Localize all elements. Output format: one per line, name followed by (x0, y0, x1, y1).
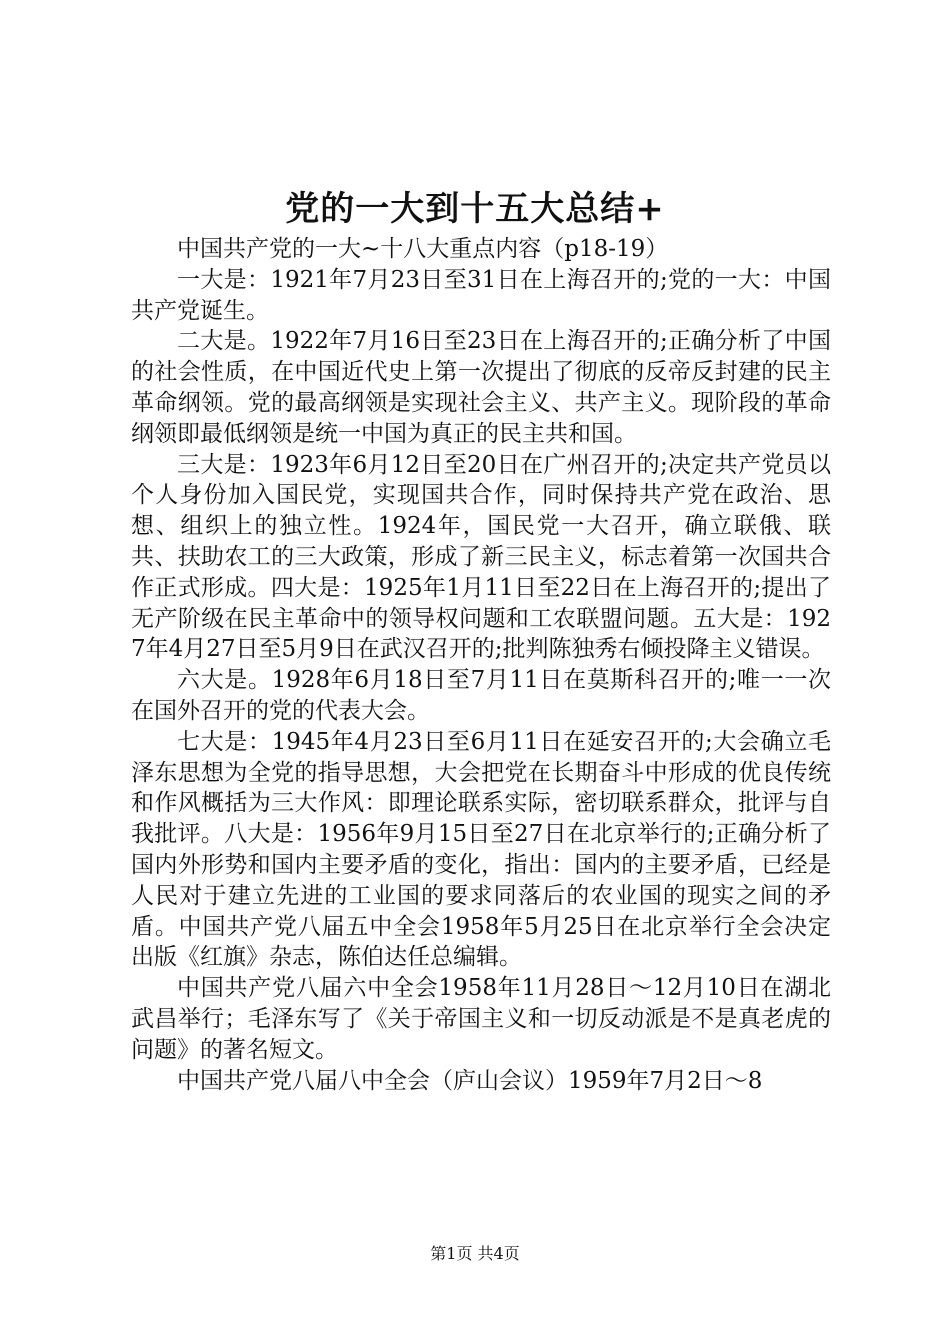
paragraph-sixth-congress: 六大是。1928年6月18日至7月11日在莫斯科召开的;唯一一次在国外召开的党的代表大会。 (131, 667, 831, 724)
paragraph-seventh-eighth-congress: 七大是：1945年4月23日至6月11日在延安召开的;大会确立毛泽东思想为全党的指导思想，大会把党在长期奋斗中形成的优良传统和作风概括为三大作风：即理论联系实际，密切联系群众，批评与自我批评。八大是：1956年9月15日至27日在北京举行的;正确分析了国内外形势和国内主要矛盾的变化，指出：国内的主要矛盾，已经是人民对于建立先进的工业国的要求同落后的农业国的现实之间的矛盾。中国共产党八届五中全会1958年5月25日在北京举行全会决定出版《红旗》杂志，陈伯达任总编辑。 (131, 728, 831, 971)
paragraph-intro: 中国共产党的一大~十八大重点内容（p18-19） (177, 236, 669, 262)
paragraph-second-congress: 二大是。1922年7月16日至23日在上海召开的;正确分析了中国的社会性质，在中国近代史上第一次提出了彻底的反帝反封建的民主革命纲领。党的最高纲领是实现社会主义、共产主义。现阶段的革命纲领即最低纲领是统一中国为真正的民主共和国。 (131, 328, 831, 447)
paragraph-lushan-conference: 中国共产党八届八中全会（庐山会议）1959年7月2日～8 (177, 1067, 763, 1094)
page-footer: 第1页 共4页 (430, 1244, 520, 1263)
document-title: 党的一大到十五大总结+ (285, 189, 665, 229)
paragraph-third-to-fifth-congress: 三大是：1923年6月12日至20日在广州召开的;决定共产党员以个人身份加入国民党，实现国共合作，同时保持共产党在政治、思想、组织上的独立性。1924年，国民党一大召开，确立联俄、联共、扶助农工的三大政策，形成了新三民主义，标志着第一次国共合作正式形成。四大是：1925年1月11日至22日在上海召开的;提出了无产阶级在民主革命中的领导权问题和工农联盟问题。五大是：1927年4月27日至5月9日在武汉召开的;批判陈独秀右倾投降主义错误。 (131, 451, 831, 663)
paragraph-eighth-sixth-plenum: 中国共产党八届六中全会1958年11月28日～12月10日在湖北武昌举行；毛泽东写了《关于帝国主义和一切反动派是不是真老虎的问题》的著名短文。 (131, 975, 831, 1063)
document-body (131, 234, 831, 1096)
paragraph-first-congress: 一大是：1921年7月23日至31日在上海召开的;党的一大：中国共产党诞生。 (131, 266, 831, 324)
